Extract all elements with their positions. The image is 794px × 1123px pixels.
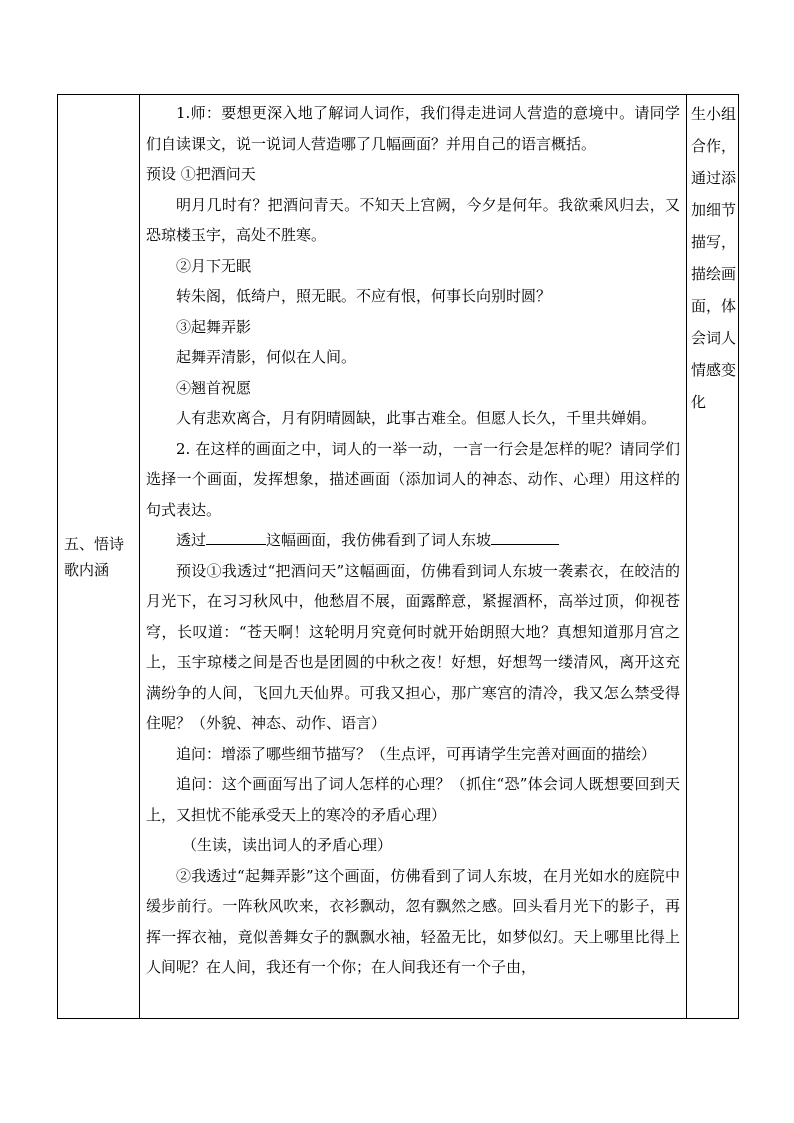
fill-blank [491, 530, 559, 545]
preset-answer-2: ②我透过“起舞弄影”这个画面，仿佛看到了词人东坡，在月光如水的庭院中缓步前行。一阵秋风吹来，衣衫飘动，忽有飘然之感。回头看月光下的影子，再挥一挥衣袖，竟似善舞女子的飘飘水袖，轻盈无比，如梦似幻。天上哪里比得上人间呢？在人间，我还有一个你；在人间我还有一个子由， [146, 866, 680, 976]
sentence-pattern [146, 525, 680, 556]
question-2: 2. 在这样的画面之中，词人的一举一动，一言一行会是怎样的呢？请同学们选择一个画面，发挥想象，描述画面（添加词人的神态、动作、心理）用这样的句式表达。 [146, 439, 680, 519]
pattern-middle: 这幅画面，我仿佛看到了词人东坡 [266, 531, 492, 549]
pattern-start: 透过 [176, 531, 207, 549]
scene-3-title: ③起舞弄影 [176, 317, 252, 336]
content-cell [140, 95, 687, 1019]
lesson-table [57, 94, 739, 1019]
poem-lines-1: 明月几时有？把酒问青天。不知天上宫阙，今夕是何年。我欲乘风归去，又恐琼楼玉宇，高处不胜寒。 [146, 195, 680, 244]
question-1: 1.师：要想更深入地了解词人词作，我们得走进词人营造的意境中。请同学们自读课文，说一说词人营造哪了几幅画面？并用自己的语言概括。 [146, 104, 680, 153]
follow-up-1: 追问：增添了哪些细节描写？（生点评，可再请学生完善对画面的描绘） [176, 744, 657, 763]
content-body [140, 95, 686, 1018]
poem-lines-3: 起舞弄清影，何似在人间。 [176, 348, 357, 366]
poem-lines-4: 人有悲欢离合，月有阴晴圆缺，此事古难全。但愿人长久，千里共婵娟。 [176, 409, 657, 427]
follow-up-2: 追问：这个画面写出了词人怎样的心理？（抓住“恐”体会词人既想要回到天上，又担忧不能承受天上的寒冷的矛盾心理） [146, 775, 680, 824]
preset-heading: 预设 ①把酒问天 [146, 165, 256, 183]
student-reading: （生读，读出词人的矛盾心理） [182, 836, 393, 854]
section-cell [58, 95, 140, 1019]
scene-2-title: ②月下无眠 [176, 256, 252, 275]
preset-answer-1: 预设①我透过“把酒问天”这幅画面，仿佛看到词人东坡一袭素衣，在皎洁的月光下，在习习秋风中，他愁眉不展，面露醉意，紧握酒杯，高举过顶，仰视苍穹，长叹道：“苍天啊！这轮明月究竟何时就开始朗照大地？真想知道那月宫之上，玉宇琼楼之间是否也是团圆的中秋之夜！好想，好想驾一缕清风，离开这充满纷争的人间，飞回九天仙界。可我又担心，那广寒宫的清冷，我又怎么禁受得住呢？（外貌、神态、动作、语言） [146, 561, 680, 732]
poem-lines-2: 转朱阁，低绮户，照无眠。不应有恨，何事长向别时圆？ [176, 287, 552, 305]
scene-4-title: ④翘首祝愿 [176, 378, 252, 397]
fill-blank [206, 530, 266, 545]
section-label: 五、悟诗歌内涵 [64, 534, 125, 579]
table-row [58, 95, 739, 1019]
activity-text: 生小组合作，通过添加细节描写，描绘画面，体会词人情感变化 [691, 105, 737, 411]
activity-cell [687, 95, 739, 1019]
